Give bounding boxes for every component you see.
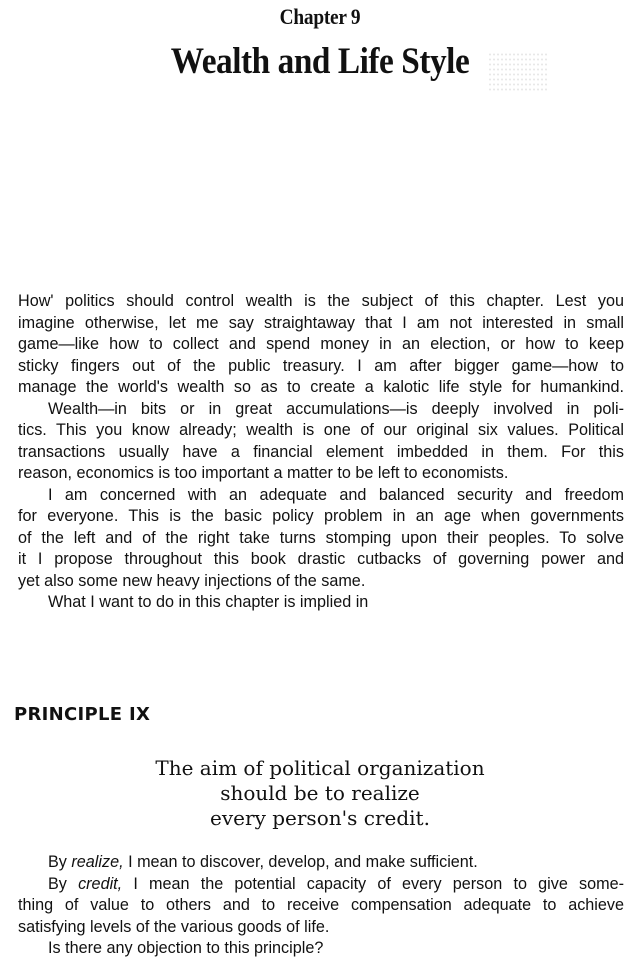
definitions (18, 852, 624, 960)
text-line: What I want to do in this chapter is implied in (48, 593, 369, 611)
text-line: of the left and of the right take turns stomping upon their peoples. To solve (18, 528, 624, 547)
text-line: tics. This you know already; wealth is one of our original six values. Political (18, 421, 624, 439)
text-line: imagine otherwise, let me say straightaway that I am not interested in small (18, 313, 624, 332)
defined-term: credit, (78, 874, 123, 893)
text-line: for everyone. This is the basic policy problem in an age when governments (18, 507, 624, 525)
principle-heading: PRINCIPLE IX (14, 704, 151, 725)
principle-statement (0, 756, 640, 831)
paragraph-intro (18, 291, 624, 399)
definition-text: I mean to discover, develop, and make sufficient. (123, 853, 478, 871)
text-line: thing of value to others and to receive compensation adequate to achieve (18, 896, 624, 914)
closing-question: Is there any objection to this principle? (48, 939, 324, 957)
definition-text: I mean the potential capacity of every person to give some- (122, 874, 624, 893)
paragraph-wealth (18, 399, 624, 485)
defined-term: realize, (71, 853, 124, 871)
definition-realize (18, 852, 624, 874)
scan-speckle (488, 52, 548, 92)
text-line: Wealth—in bits or in great accumulations—is deeply involved in poli- (48, 399, 624, 418)
text-line: transactions usually have a financial element imbedded in them. For this (18, 442, 624, 461)
text-line: How' politics should control wealth is the subject of this chapter. Lest you (18, 292, 624, 310)
principle-line: The aim of political organization (155, 756, 485, 780)
text-line: I am concerned with an adequate and balanced security and freedom (48, 485, 624, 504)
text-line: sticky fingers out of the public treasury. I am after bigger game—how to (18, 356, 624, 375)
text-line: it I propose throughout this book drastic cutbacks of governing power and (18, 550, 624, 568)
chapter-body (18, 291, 624, 614)
paragraph-security (18, 485, 624, 593)
definition-credit (18, 874, 624, 896)
chapter-title: Wealth and Life Style (170, 41, 470, 82)
chapter-number: Chapter 9 (279, 4, 361, 29)
definition-prefix: By (48, 874, 79, 893)
paragraph-implied (18, 592, 624, 614)
text-line: game—like how to collect and spend money in an election, or how to keep (18, 335, 624, 353)
text-line: reason, economics is too important a matter to be left to economists. (18, 464, 509, 482)
principle-line: should be to realize (220, 781, 420, 805)
text-line: satisfying levels of the various goods of life. (18, 917, 330, 936)
text-line: manage the world's wealth so as to create a kalotic life style for humankind. (18, 378, 624, 396)
principle-line: every person's credit. (210, 806, 430, 830)
text-line: yet also some new heavy injections of the same. (18, 571, 366, 590)
definition-prefix: By (48, 853, 72, 871)
